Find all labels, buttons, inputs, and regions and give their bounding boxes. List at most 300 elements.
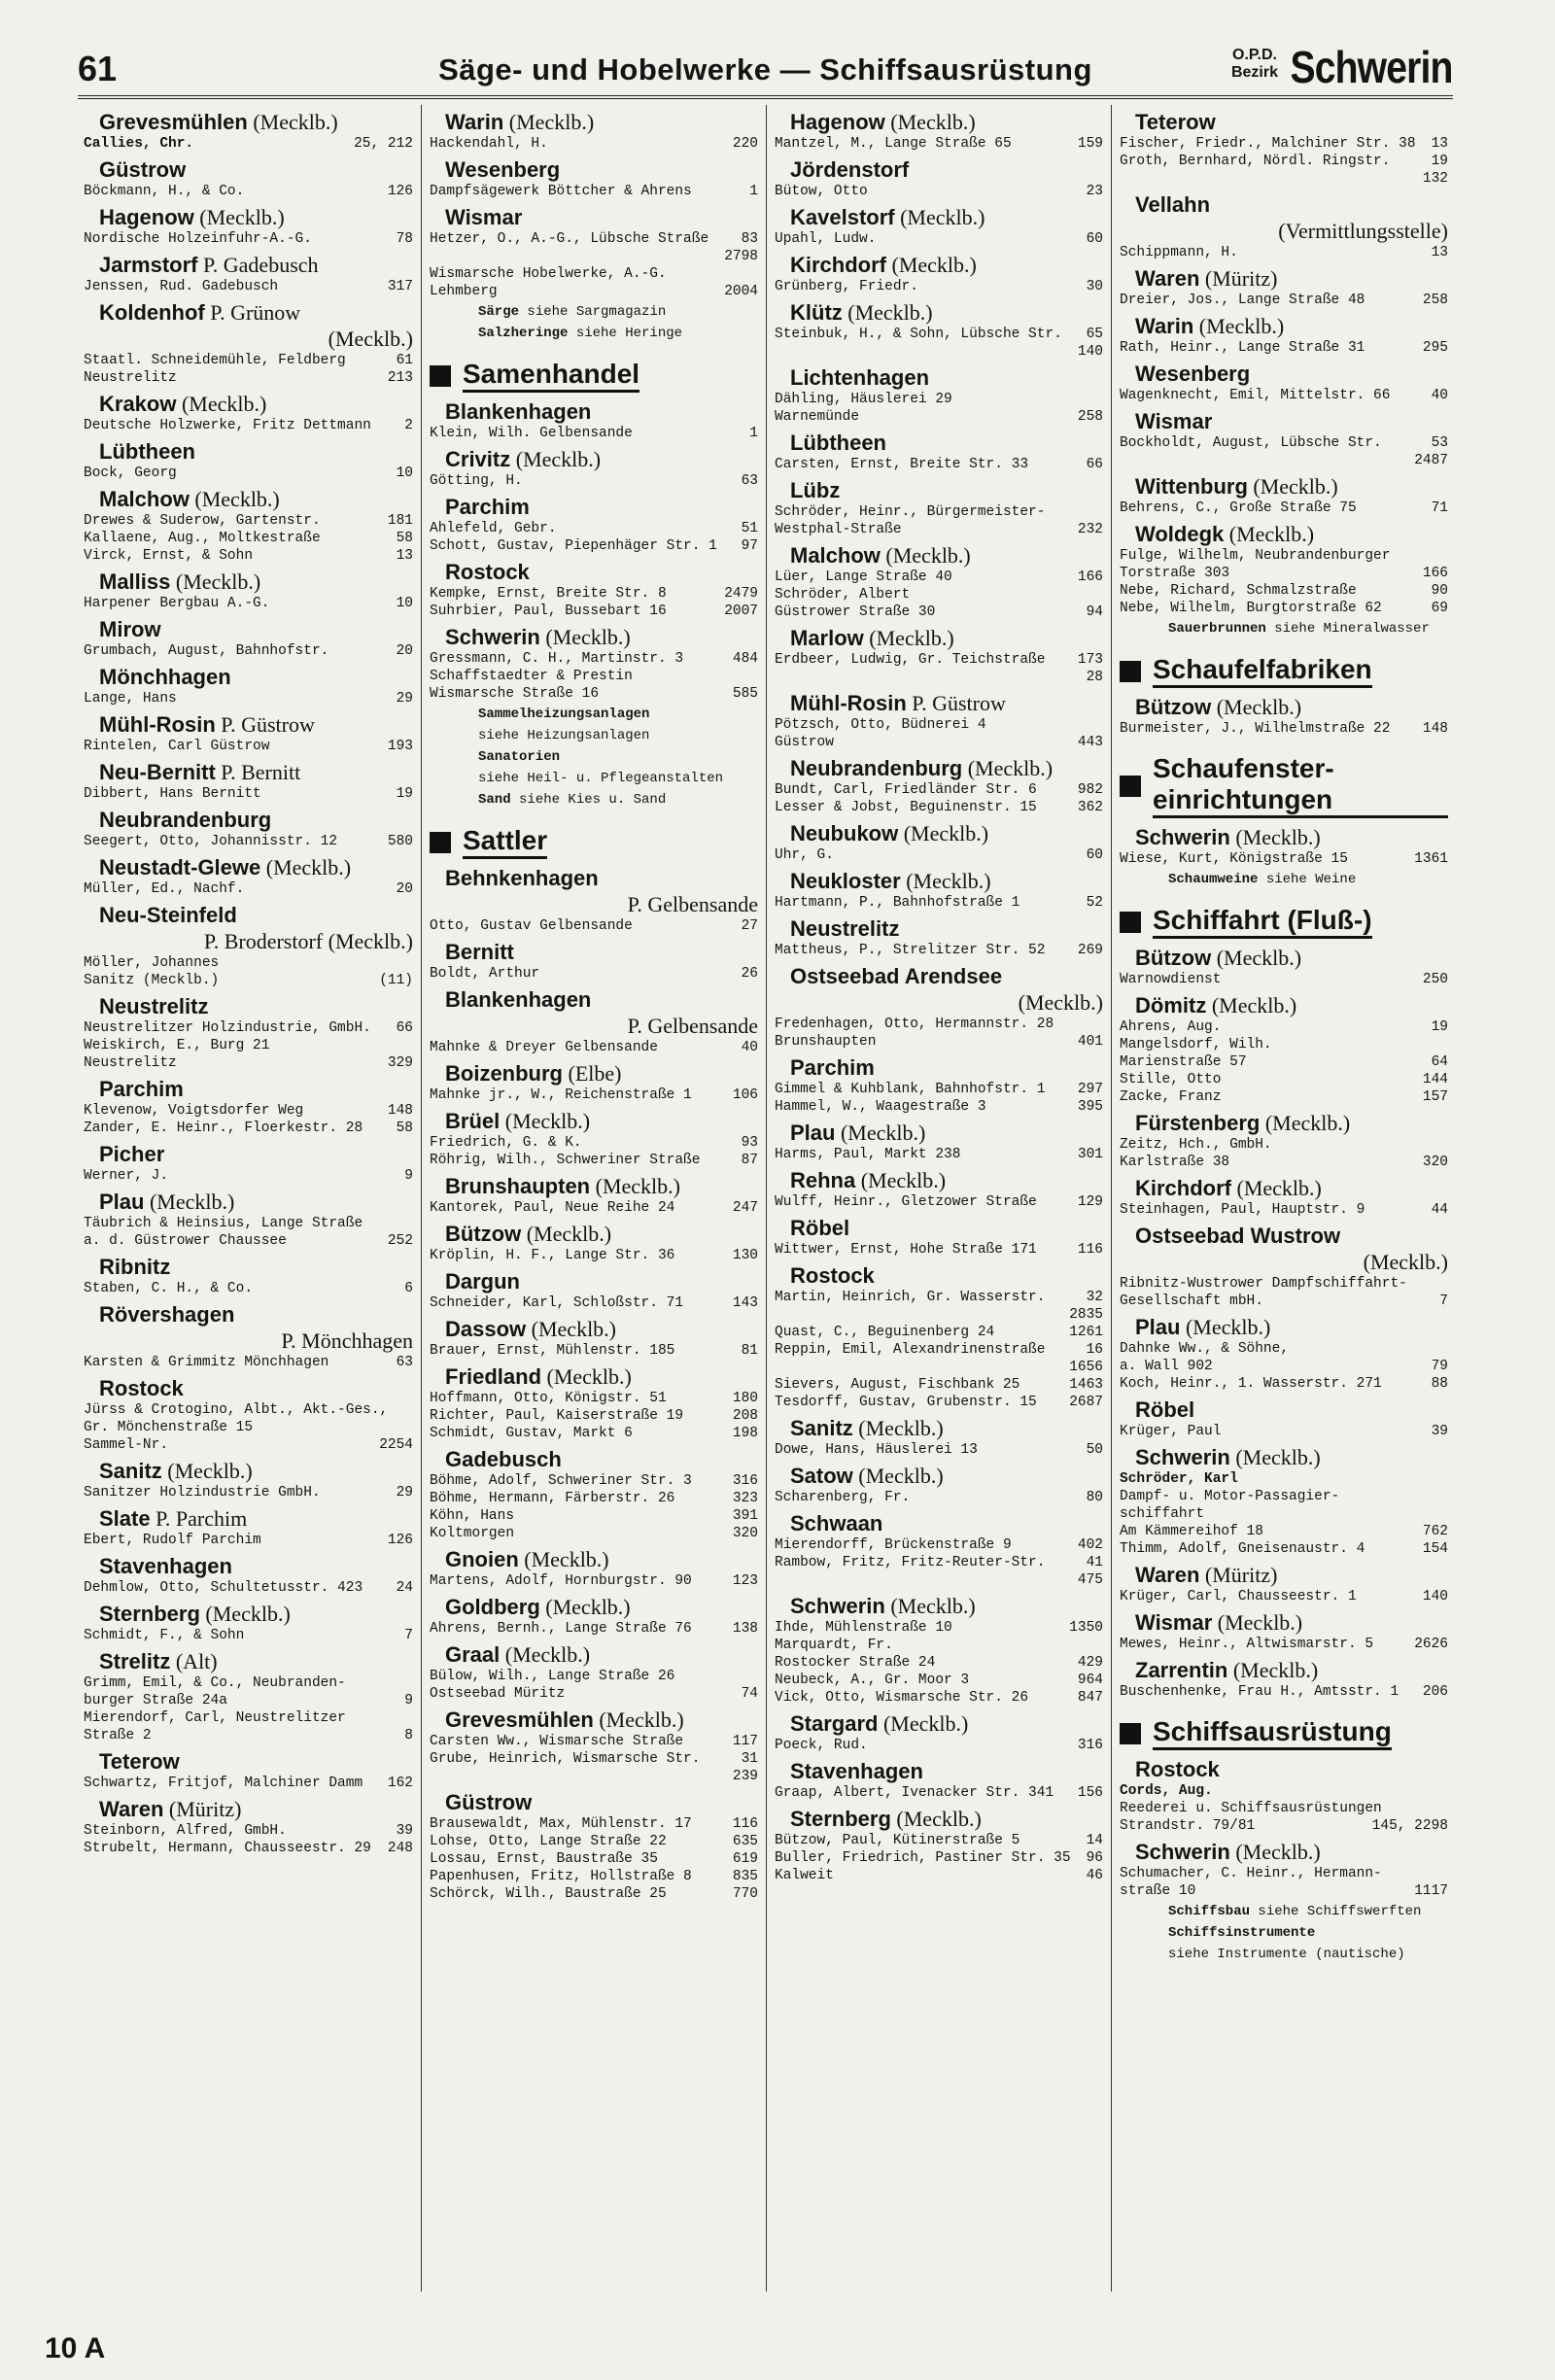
entry-name: Sanitzer Holzindustrie GmbH. xyxy=(84,1485,321,1500)
entry-name: Nordische Holzeinfuhr-A.-G. xyxy=(84,231,312,247)
place-name: Rostock xyxy=(1135,1757,1220,1781)
directory-entry xyxy=(1120,1375,1448,1393)
entry-name: Zander, E. Heinr., Floerkestr. 28 xyxy=(84,1121,363,1136)
reference-target: siehe Kies u. Sand xyxy=(510,792,667,808)
place-suffix: (Mecklb.) xyxy=(890,1807,982,1831)
place-name: Ribnitz xyxy=(99,1255,171,1279)
place-suffix: (Mecklb.) xyxy=(539,1595,631,1619)
directory-entry xyxy=(430,537,758,555)
place-heading xyxy=(84,1748,413,1775)
place-heading xyxy=(775,915,1103,942)
directory-entry xyxy=(84,530,413,547)
directory-entry xyxy=(84,642,413,660)
directory-entry xyxy=(1120,565,1448,582)
entry-phone-number: 429 xyxy=(1077,1655,1103,1671)
directory-entry xyxy=(430,1342,758,1360)
entry-name: Virck, Ernst, & Sohn xyxy=(84,548,254,564)
place-suffix: (Mecklb.) xyxy=(884,1594,976,1618)
place-name: Wesenberg xyxy=(1135,362,1251,386)
directory-entry xyxy=(430,1768,758,1785)
directory-entry xyxy=(775,1571,1103,1589)
place-name: Grevesmühlen xyxy=(445,1707,594,1732)
place-heading xyxy=(430,446,758,472)
directory-entry xyxy=(430,1472,758,1490)
entry-phone-number: 10 xyxy=(396,466,413,481)
place-name: Sternberg xyxy=(99,1602,200,1626)
entry-phone-number: 58 xyxy=(396,1121,413,1136)
directory-entry xyxy=(84,230,413,248)
place-heading xyxy=(775,477,1103,503)
place-name: Wismar xyxy=(1135,1610,1213,1635)
directory-entry xyxy=(430,668,758,685)
place-heading xyxy=(1120,1110,1448,1136)
directory-entry xyxy=(84,1354,413,1371)
entry-name: Sammel-Nr. xyxy=(84,1437,169,1453)
place-suffix: P. Güstrow xyxy=(906,691,1006,715)
directory-entry xyxy=(775,521,1103,538)
entry-phone-number: 835 xyxy=(732,1869,758,1884)
page-header xyxy=(78,35,1453,99)
place-name: Neu-Bernitt xyxy=(99,760,216,784)
entry-name: Quast, C., Beguinenberg 24 xyxy=(775,1325,995,1340)
place-name: Malchow xyxy=(99,487,190,511)
place-heading xyxy=(775,820,1103,846)
directory-entry xyxy=(775,1016,1103,1033)
place-heading xyxy=(84,1505,413,1532)
reference-target: siehe Sargmagazin xyxy=(519,304,667,320)
entry-name: Marquardt, Fr. xyxy=(775,1638,893,1653)
entry-name: Mantzel, M., Lange Straße 65 xyxy=(775,136,1012,152)
entry-name: Ribnitz-Wustrower Dampfschiffahrt- xyxy=(1120,1276,1407,1292)
entry-phone-number: 88 xyxy=(1431,1376,1448,1392)
entry-phone-number: 10 xyxy=(396,596,413,611)
directory-entry xyxy=(430,1668,758,1685)
entry-phone-number: 475 xyxy=(1077,1572,1103,1588)
place-heading xyxy=(775,252,1103,278)
entry-name: Röhrig, Wilh., Schweriner Straße xyxy=(430,1153,701,1168)
entry-phone-number: 123 xyxy=(732,1573,758,1589)
directory-entry xyxy=(84,183,413,200)
category-name: Sattler xyxy=(463,825,547,859)
entry-phone-number xyxy=(407,954,413,972)
place-name: Neukloster xyxy=(790,869,901,893)
entry-name: Gimmel & Kuhblank, Bahnhofstr. 1 xyxy=(775,1082,1046,1097)
directory-entry xyxy=(430,135,758,153)
place-name: Brunshaupten xyxy=(445,1174,591,1198)
entry-name: Hammel, W., Waagestraße 3 xyxy=(775,1099,986,1115)
place-heading xyxy=(1120,313,1448,339)
directory-entry xyxy=(84,1727,413,1744)
entry-name: Kempke, Ernst, Breite Str. 8 xyxy=(430,586,667,602)
directory-entry xyxy=(1120,434,1448,452)
entry-name: Wiese, Kurt, Königstraße 15 xyxy=(1120,851,1348,867)
entry-phone-number: 31 xyxy=(741,1751,758,1767)
category-heading xyxy=(430,359,758,393)
cross-reference xyxy=(430,769,758,788)
directory-entry xyxy=(430,585,758,603)
entry-name: Mahnke & Dreyer Gelbensande xyxy=(430,1040,658,1055)
place-heading xyxy=(84,1648,413,1674)
entry-phone-number: 148 xyxy=(387,1103,413,1119)
reference-term: Sand xyxy=(478,792,511,808)
place-suffix: (Mecklb.) xyxy=(503,110,595,134)
entry-phone-number: 53 xyxy=(1431,435,1448,451)
category-marker-icon xyxy=(1120,661,1141,682)
place-suffix: P. Grünow xyxy=(204,300,301,325)
place-suffix: (Mecklb.) xyxy=(900,869,991,893)
directory-entry xyxy=(1120,135,1448,153)
directory-entry xyxy=(84,1822,413,1840)
entry-name: Mangelsdorf, Wilh. xyxy=(1120,1037,1272,1052)
place-name: Schwerin xyxy=(1135,825,1230,849)
entry-name: Am Kämmereihof 18 xyxy=(1120,1524,1263,1539)
directory-entry xyxy=(775,781,1103,799)
entry-name: Wittwer, Ernst, Hohe Straße 171 xyxy=(775,1242,1037,1258)
place-suffix: (Mecklb.) xyxy=(1229,825,1321,849)
entry-phone-number: 2487 xyxy=(1414,453,1448,468)
entry-name: Strandstr. 79/81 xyxy=(1120,1818,1256,1834)
place-name: Neustrelitz xyxy=(99,994,209,1018)
place-heading xyxy=(1120,824,1448,850)
entry-phone-number: 320 xyxy=(1422,1155,1448,1170)
entry-name: a. d. Güstrower Chaussee xyxy=(84,1233,287,1249)
directory-entry xyxy=(1120,1423,1448,1440)
place-name: Röbel xyxy=(1135,1397,1195,1422)
entry-phone-number xyxy=(407,1709,413,1727)
district-label-line2: Bezirk xyxy=(1230,64,1278,81)
category-heading xyxy=(430,825,758,859)
place-heading xyxy=(775,1167,1103,1193)
cross-reference xyxy=(1120,1945,1448,1964)
entry-phone-number xyxy=(1097,716,1103,734)
entry-name: Otto, Gustav Gelbensande xyxy=(430,918,633,934)
entry-phone-number: 619 xyxy=(732,1851,758,1867)
directory-entry xyxy=(775,183,1103,200)
place-name: Picher xyxy=(99,1142,165,1166)
directory-entry xyxy=(775,1536,1103,1554)
entry-phone-number: 140 xyxy=(1077,344,1103,360)
cross-reference xyxy=(430,324,758,343)
place-heading xyxy=(84,252,413,278)
entry-phone-number xyxy=(407,1037,413,1054)
entry-name: Reederei u. Schiffsausrüstungen xyxy=(1120,1801,1382,1816)
entry-phone-number: 206 xyxy=(1422,1684,1448,1700)
place-name: Neustrelitz xyxy=(790,916,900,941)
entry-phone-number xyxy=(1442,1865,1448,1882)
place-name: Ostseebad Wustrow xyxy=(1135,1224,1341,1248)
entry-name: Köhn, Hans xyxy=(430,1508,515,1524)
directory-entry xyxy=(775,1394,1103,1411)
entry-name: Koltmorgen xyxy=(430,1526,515,1541)
entry-phone-number: 46 xyxy=(1086,1868,1103,1883)
entry-phone-number: 19 xyxy=(396,786,413,802)
place-heading xyxy=(84,1375,413,1401)
entry-name: Müller, Ed., Nachf. xyxy=(84,881,245,897)
directory-entry xyxy=(775,1146,1103,1163)
entry-name: Dowe, Hans, Häuslerei 13 xyxy=(775,1442,978,1458)
directory-entry xyxy=(430,1134,758,1152)
entry-phone-number: 484 xyxy=(732,651,758,667)
place-name: Zarrentin xyxy=(1135,1658,1228,1682)
directory-entry xyxy=(430,1685,758,1703)
entry-phone-number: 41 xyxy=(1086,1555,1103,1570)
place-heading xyxy=(430,1363,758,1390)
place-suffix: (Mecklb.) xyxy=(593,1707,684,1732)
directory-entry xyxy=(430,1294,758,1312)
directory-entry xyxy=(1120,1154,1448,1171)
place-heading xyxy=(430,865,758,917)
entry-phone-number: 316 xyxy=(732,1473,758,1489)
entry-name: Wagenknecht, Emil, Mittelstr. 66 xyxy=(1120,388,1391,403)
place-heading xyxy=(84,993,413,1019)
entry-phone-number: 52 xyxy=(1086,895,1103,911)
place-name: Friedland xyxy=(445,1364,542,1389)
entry-name: Kantorek, Paul, Neue Reihe 24 xyxy=(430,1200,675,1216)
directory-entry xyxy=(84,1484,413,1501)
directory-entry xyxy=(84,785,413,803)
place-name: Mühl-Rosin xyxy=(790,691,907,715)
entry-name: Seegert, Otto, Johannisstr. 12 xyxy=(84,834,338,849)
directory-entry xyxy=(775,135,1103,153)
directory-entry xyxy=(430,1620,758,1638)
place-suffix: (Mecklb.) xyxy=(886,253,977,277)
place-heading xyxy=(430,398,758,425)
directory-entry xyxy=(84,595,413,612)
directory-entry xyxy=(84,1436,413,1454)
place-heading xyxy=(84,1254,413,1280)
entry-name: Böhme, Adolf, Schweriner Str. 3 xyxy=(430,1473,692,1489)
directory-entry xyxy=(1120,1505,1448,1523)
directory-entry xyxy=(430,1247,758,1264)
place-name: Schwerin xyxy=(1135,1445,1230,1469)
place-suffix: (Mecklb.) xyxy=(1224,522,1315,546)
entry-phone-number: 213 xyxy=(387,370,413,386)
reference-target: siehe Schiffswerften xyxy=(1250,1904,1422,1919)
place-suffix: (Mecklb.) xyxy=(176,392,267,416)
entry-name: straße 10 xyxy=(1120,1883,1196,1899)
place-heading xyxy=(1120,992,1448,1018)
entry-phone-number: 106 xyxy=(732,1087,758,1103)
place-name: Schwerin xyxy=(790,1594,885,1618)
cross-reference xyxy=(430,790,758,810)
place-heading xyxy=(84,1458,413,1484)
directory-entry xyxy=(1120,1470,1448,1488)
entry-phone-number xyxy=(1097,503,1103,521)
place-heading xyxy=(84,569,413,595)
place-name: Brüel xyxy=(445,1109,501,1133)
place-heading xyxy=(84,1076,413,1102)
entry-phone-number: 173 xyxy=(1077,652,1103,668)
entry-phone-number: 26 xyxy=(741,966,758,982)
place-name: Lübtheen xyxy=(790,431,886,455)
place-suffix: P. Güstrow xyxy=(215,712,315,737)
place-name: Stavenhagen xyxy=(790,1759,923,1783)
place-name: Bützow xyxy=(445,1222,522,1246)
entry-phone-number: 27 xyxy=(741,918,758,934)
place-heading xyxy=(430,1707,758,1733)
place-name: Rehna xyxy=(790,1168,856,1192)
place-name: Behnkenhagen xyxy=(445,866,599,890)
directory-entry xyxy=(1120,1201,1448,1219)
directory-entry xyxy=(84,1709,413,1727)
entry-name: Groth, Bernhard, Nördl. Ringstr. xyxy=(1120,154,1391,169)
place-heading xyxy=(775,364,1103,391)
place-suffix: (Mecklb.) xyxy=(1211,946,1302,970)
entry-name: Götting, H. xyxy=(430,473,523,489)
entry-phone-number: 7 xyxy=(1439,1293,1448,1309)
entry-phone-number: 130 xyxy=(732,1248,758,1263)
directory-entry xyxy=(1120,1488,1448,1505)
directory-entry xyxy=(775,1672,1103,1689)
directory-entry xyxy=(84,1280,413,1297)
entry-name: Jenssen, Rud. Gadebusch xyxy=(84,279,279,294)
entry-phone-number: 1 xyxy=(749,184,758,199)
place-heading xyxy=(775,430,1103,456)
directory-entry xyxy=(775,230,1103,248)
place-heading xyxy=(84,902,413,954)
entry-phone-number: 148 xyxy=(1422,721,1448,737)
place-name: Koldenhof xyxy=(99,300,205,325)
place-heading xyxy=(84,204,413,230)
directory-entry xyxy=(1120,153,1448,170)
place-heading xyxy=(775,1215,1103,1241)
place-heading xyxy=(1120,408,1448,434)
place-name: Neustadt-Glewe xyxy=(99,855,261,880)
entry-name: Dähling, Häuslerei 29 xyxy=(775,392,952,407)
place-suffix: (Elbe) xyxy=(563,1061,622,1086)
directory-entry xyxy=(84,1579,413,1597)
entry-phone-number: 24 xyxy=(396,1580,413,1596)
place-postal-line: (Mecklb.) xyxy=(1018,990,1103,1015)
directory-entry xyxy=(1120,582,1448,600)
category-name: Schiffsausrüstung xyxy=(1153,1716,1392,1750)
place-suffix: (Mecklb.) xyxy=(247,110,338,134)
entry-phone-number: 248 xyxy=(387,1841,413,1856)
place-suffix: (Mecklb.) xyxy=(1180,1315,1271,1339)
place-name: Güstrow xyxy=(99,157,187,182)
entry-name: Brunshaupten xyxy=(775,1034,877,1050)
entry-phone-number xyxy=(1442,1470,1448,1488)
place-heading xyxy=(430,1594,758,1620)
place-suffix: (Mecklb.) xyxy=(1260,1111,1351,1135)
entry-phone-number: 81 xyxy=(741,1343,758,1359)
directory-entry xyxy=(1120,1882,1448,1900)
entry-name: Fulge, Wilhelm, Neubrandenburger xyxy=(1120,548,1391,564)
place-name: Warin xyxy=(1135,314,1194,338)
directory-entry xyxy=(775,799,1103,816)
place-name: Rostock xyxy=(445,560,530,584)
category-name: Schaufelfabriken xyxy=(1153,654,1372,688)
entry-name: Böhme, Hermann, Färberstr. 26 xyxy=(430,1491,675,1506)
entry-phone-number xyxy=(1442,547,1448,565)
entry-phone-number: 13 xyxy=(396,548,413,564)
place-suffix: (Mecklb.) xyxy=(541,1364,632,1389)
place-name: Neubukow xyxy=(790,821,899,845)
entry-name: Fischer, Friedr., Malchiner Str. 38 xyxy=(1120,136,1416,152)
entry-phone-number: 8 xyxy=(404,1728,413,1743)
entry-name: Bütow, Otto xyxy=(775,184,868,199)
directory-entry xyxy=(430,1525,758,1542)
entry-name: Kalweit xyxy=(775,1868,834,1883)
entry-phone-number: 20 xyxy=(396,881,413,897)
entry-name: Mierendorff, Brückenstraße 9 xyxy=(775,1537,1012,1553)
place-name: Dassow xyxy=(445,1317,527,1341)
place-name: Plau xyxy=(99,1190,145,1214)
directory-entry xyxy=(84,512,413,530)
entry-phone-number: 145, 2298 xyxy=(1371,1818,1448,1834)
entry-name: Lehmberg xyxy=(430,284,498,299)
directory-entry xyxy=(430,1390,758,1407)
place-suffix: P. Gadebusch xyxy=(197,253,319,277)
place-name: Parchim xyxy=(790,1055,875,1080)
entry-phone-number xyxy=(407,1401,413,1419)
cross-reference xyxy=(430,705,758,724)
entry-name: Vick, Otto, Wismarsche Str. 26 xyxy=(775,1690,1029,1706)
directory-entry xyxy=(430,650,758,668)
place-name: Rostock xyxy=(790,1263,875,1288)
entry-phone-number: 132 xyxy=(1422,171,1448,187)
place-name: Blankenhagen xyxy=(445,987,592,1012)
entry-phone-number: 2798 xyxy=(724,249,758,264)
entry-phone-number: 847 xyxy=(1077,1690,1103,1706)
place-heading xyxy=(775,109,1103,135)
entry-name: Weiskirch, E., Burg 21 xyxy=(84,1038,270,1053)
place-name: Blankenhagen xyxy=(445,399,592,424)
district-city: Schwerin xyxy=(1290,42,1453,92)
reference-target: siehe Weine xyxy=(1258,872,1357,887)
place-suffix: (Mecklb.) xyxy=(189,487,280,511)
entry-name: Deutsche Holzwerke, Fritz Dettmann xyxy=(84,418,371,433)
directory-entry xyxy=(430,1087,758,1104)
entry-phone-number: 2835 xyxy=(1069,1307,1103,1323)
entry-phone-number: 198 xyxy=(732,1426,758,1441)
place-heading xyxy=(430,1221,758,1247)
entry-phone-number: 252 xyxy=(387,1233,413,1249)
place-heading xyxy=(84,807,413,833)
directory-entry xyxy=(1120,1340,1448,1358)
place-name: Neubrandenburg xyxy=(790,756,963,780)
directory-entry xyxy=(775,1441,1103,1459)
entry-phone-number: 401 xyxy=(1077,1034,1103,1050)
entry-name: Schumacher, C. Heinr., Hermann- xyxy=(1120,1866,1382,1881)
directory-entry xyxy=(84,1054,413,1072)
entry-name: Buller, Friedrich, Pastiner Str. 35 xyxy=(775,1850,1071,1866)
directory-entry xyxy=(1120,720,1448,738)
entry-phone-number xyxy=(1442,1340,1448,1358)
page-number: 61 xyxy=(78,49,118,88)
place-suffix: (Mecklb.) xyxy=(1229,1840,1321,1864)
place-suffix: (Mecklb.) xyxy=(852,1416,944,1440)
directory-entry xyxy=(84,1037,413,1054)
entry-phone-number: 69 xyxy=(1431,601,1448,616)
place-suffix: P. Bernitt xyxy=(215,760,301,784)
directory-entry xyxy=(430,1833,758,1850)
entry-phone-number: 63 xyxy=(741,473,758,489)
directory-entry xyxy=(84,1120,413,1137)
entry-name: Lüer, Lange Straße 40 xyxy=(775,569,952,585)
directory-entry xyxy=(1120,850,1448,868)
directory-entry xyxy=(84,954,413,972)
place-heading xyxy=(775,1806,1103,1832)
place-suffix: P. Parchim xyxy=(150,1506,248,1531)
directory-entry xyxy=(775,408,1103,426)
place-name: Dömitz xyxy=(1135,993,1207,1018)
place-suffix: (Mecklb.) xyxy=(521,1222,612,1246)
entry-phone-number: 982 xyxy=(1077,782,1103,798)
directory-entry xyxy=(84,465,413,482)
place-suffix: (Mecklb.) xyxy=(500,1642,591,1667)
entry-name: Hartmann, P., Bahnhofstraße 1 xyxy=(775,895,1020,911)
